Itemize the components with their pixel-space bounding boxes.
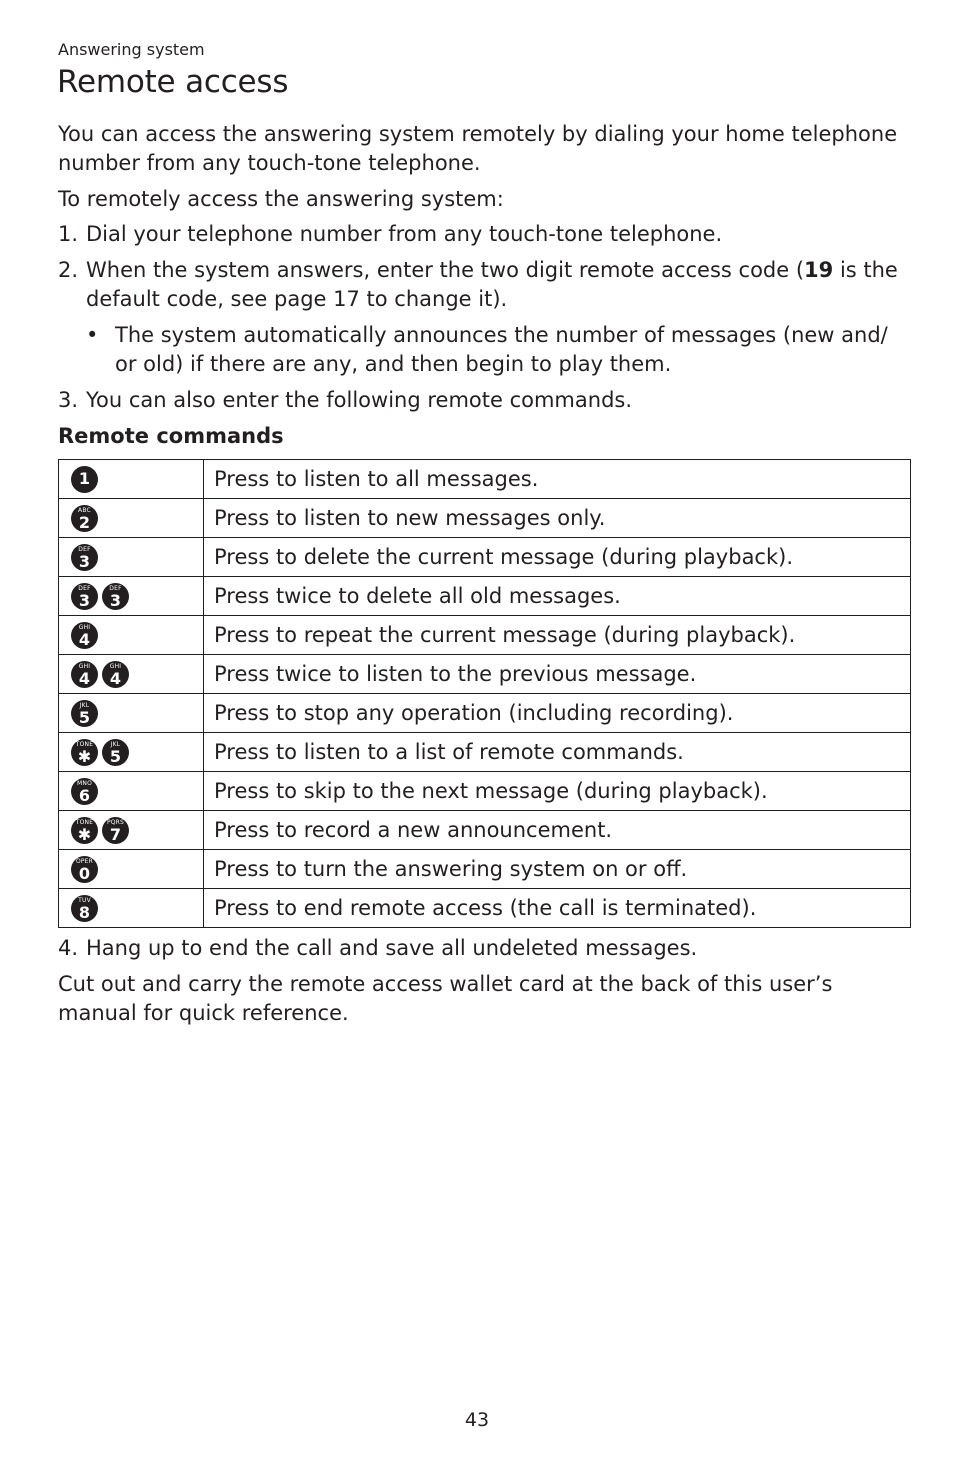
keypad-key-icon: [71, 466, 98, 493]
step-text-before: When the system answers, enter the two digit remote access code (: [86, 258, 805, 282]
page-number: 43: [464, 1409, 490, 1431]
keypad-key-icon: [71, 505, 98, 532]
step-text: Hang up to end the call and save all undeleted messages.: [86, 936, 698, 960]
key-digit: 0: [78, 864, 91, 883]
key-digit: 5: [109, 747, 122, 766]
step-2: [58, 256, 914, 314]
command-description: Press to listen to a list of remote commands.: [204, 733, 911, 772]
step-1: [58, 220, 914, 249]
table-row: [59, 811, 911, 850]
page-title: Remote access: [57, 64, 289, 100]
command-description: Press to end remote access (the call is terminated).: [204, 889, 911, 928]
key-letters: PQRS: [106, 819, 125, 826]
command-description: Press to stop any operation (including recording).: [204, 694, 911, 733]
key-letters: TONE: [75, 741, 94, 748]
keypad-key-icon: [71, 544, 98, 571]
default-code: 19: [804, 258, 834, 282]
step-text-after: is the default code, see page 17 to change it).: [86, 258, 898, 311]
keypad-key-icon: [71, 583, 98, 610]
main-content: [58, 120, 914, 1028]
step-text: Dial your telephone number from any touch-tone telephone.: [86, 222, 723, 246]
command-description: Press to delete the current message (during playback).: [204, 538, 911, 577]
key-cell: [59, 616, 204, 655]
key-cell: [59, 460, 204, 499]
table-row: [59, 577, 911, 616]
key-digit: 1: [78, 469, 91, 488]
step-number: 2.: [58, 258, 79, 282]
keypad-key-icon: [102, 739, 129, 766]
step-number: 3.: [58, 388, 79, 412]
intro-paragraph: You can access the answering system remotely by dialing your home telephone number from any touch-tone telephone.: [58, 122, 898, 175]
key-digit: 2: [78, 513, 91, 532]
keypad-key-icon: [71, 622, 98, 649]
key-letters: GHI: [78, 663, 91, 670]
key-letters: OPER: [75, 858, 94, 865]
key-digit: 4: [78, 669, 91, 688]
key-digit: 6: [78, 786, 91, 805]
bullet-symbol: •: [86, 323, 99, 347]
keypad-key-icon: [71, 700, 98, 727]
key-letters: ABC: [78, 507, 91, 514]
key-letters: DEF: [109, 585, 122, 592]
key-digit: 3: [78, 591, 91, 610]
key-digit: 3: [109, 591, 122, 610]
key-letters: GHI: [109, 663, 122, 670]
key-digit: 8: [78, 903, 91, 922]
table-row: [59, 616, 911, 655]
step-4: [58, 934, 914, 963]
key-letters: DEF: [78, 585, 91, 592]
table-row: [59, 655, 911, 694]
step-number: 1.: [58, 222, 79, 246]
key-cell: [59, 811, 204, 850]
key-cell: [59, 499, 204, 538]
key-cell: [59, 733, 204, 772]
key-digit: ✱: [77, 747, 92, 766]
key-letters: TONE: [75, 819, 94, 826]
key-cell: [59, 889, 204, 928]
key-digit: ✱: [77, 825, 92, 844]
key-letters: MNO: [77, 780, 92, 787]
bullet-item: [86, 321, 914, 379]
key-digit: 4: [109, 669, 122, 688]
keypad-key-icon: [71, 739, 98, 766]
command-description: Press twice to delete all old messages.: [204, 577, 911, 616]
command-description: Press to listen to all messages.: [204, 460, 911, 499]
key-letters: GHI: [78, 624, 91, 631]
keypad-key-icon: [71, 895, 98, 922]
key-cell: [59, 655, 204, 694]
keypad-key-icon: [71, 778, 98, 805]
key-letters: TUV: [78, 897, 91, 904]
keypad-key-icon: [102, 661, 129, 688]
key-digit: 7: [109, 825, 122, 844]
step-number: 4.: [58, 936, 79, 960]
table-row: [59, 850, 911, 889]
section-label: Answering system: [58, 40, 205, 59]
remote-commands-table: [58, 459, 911, 928]
command-description: Press to listen to new messages only.: [204, 499, 911, 538]
key-cell: [59, 538, 204, 577]
table-row: [59, 499, 911, 538]
key-cell: [59, 772, 204, 811]
commands-heading: Remote commands: [58, 424, 284, 448]
key-cell: [59, 577, 204, 616]
table-row: [59, 889, 911, 928]
keypad-key-icon: [71, 817, 98, 844]
keypad-key-icon: [71, 856, 98, 883]
command-description: Press twice to listen to the previous message.: [204, 655, 911, 694]
command-description: Press to skip to the next message (during playback).: [204, 772, 911, 811]
wallet-card-note: Cut out and carry the remote access wallet card at the back of this user’s manual for quick reference.: [58, 972, 833, 1025]
key-digit: 3: [78, 552, 91, 571]
key-letters: JKL: [79, 702, 90, 709]
table-row: [59, 733, 911, 772]
command-description: Press to repeat the current message (during playback).: [204, 616, 911, 655]
key-digit: 5: [78, 708, 91, 727]
table-row: [59, 772, 911, 811]
table-row: [59, 460, 911, 499]
table-row: [59, 538, 911, 577]
step-text: You can also enter the following remote commands.: [86, 388, 633, 412]
remote-commands-body: [59, 460, 911, 928]
table-row: [59, 694, 911, 733]
keypad-key-icon: [71, 661, 98, 688]
command-description: Press to turn the answering system on or off.: [204, 850, 911, 889]
keypad-key-icon: [102, 817, 129, 844]
key-cell: [59, 694, 204, 733]
intro-lead: To remotely access the answering system:: [58, 187, 504, 211]
keypad-key-icon: [102, 583, 129, 610]
step-3: [58, 386, 914, 415]
key-letters: DEF: [78, 546, 91, 553]
command-description: Press to record a new announcement.: [204, 811, 911, 850]
key-cell: [59, 850, 204, 889]
key-letters: JKL: [110, 741, 121, 748]
bullet-text: The system automatically announces the number of messages (new and/ or old) if there are any, and then begin to play them.: [115, 323, 888, 376]
step-text: [86, 256, 914, 314]
key-digit: 4: [78, 630, 91, 649]
